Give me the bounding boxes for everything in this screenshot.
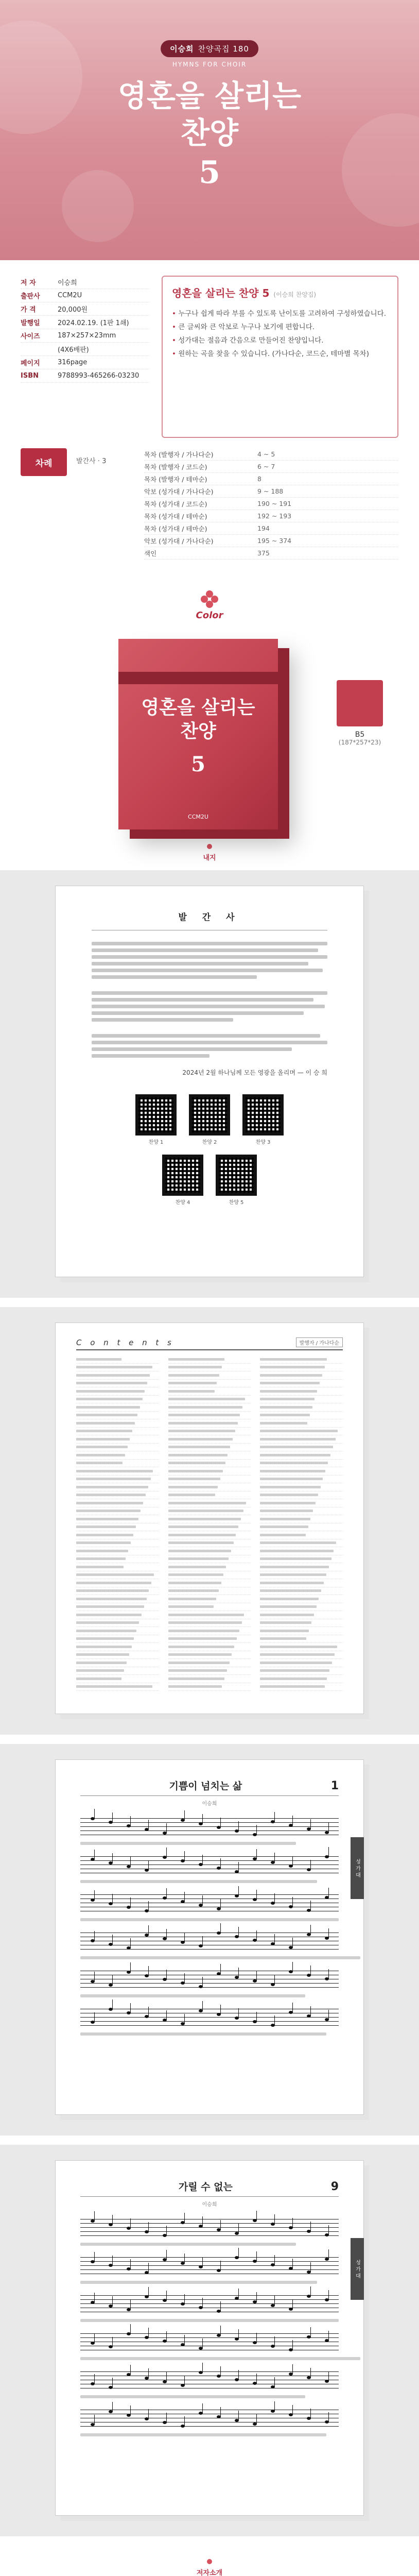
contents-page-entry xyxy=(260,1387,343,1396)
qr-code-row xyxy=(56,1155,363,1206)
contents-page-entry xyxy=(168,1683,251,1691)
contents-page-entry xyxy=(168,1547,251,1555)
lyric-line xyxy=(80,1994,305,1997)
score-number: 9 xyxy=(330,2180,339,2193)
color-section xyxy=(0,577,419,840)
contents-page-entry xyxy=(260,1515,343,1523)
contents-page-entry xyxy=(260,1627,343,1635)
contents-row-name: 목차 (발행자 / 테마순) xyxy=(144,475,207,483)
contents-row xyxy=(144,522,398,535)
contents-page-entry xyxy=(76,1419,159,1428)
contents-row-pages: 194 xyxy=(257,524,270,532)
contents-page-entry xyxy=(168,1403,251,1412)
hero-volume-number: 5 xyxy=(199,155,220,191)
contents-page-entry xyxy=(168,1563,251,1571)
contents-page-entry xyxy=(168,1619,251,1628)
contents-page-column xyxy=(260,1355,343,1691)
contents-page-entry xyxy=(76,1587,159,1596)
author-heading xyxy=(0,2559,419,2576)
music-staff xyxy=(80,2408,339,2430)
qr-code-icon xyxy=(216,1155,257,1196)
contents-page-entry xyxy=(76,1635,159,1643)
contents-page-entry xyxy=(168,1651,251,1659)
contents-page-entry xyxy=(76,1675,159,1683)
qr-code-icon xyxy=(135,1094,177,1136)
contents-page-entry xyxy=(76,1364,159,1372)
contents-row xyxy=(144,498,398,510)
contents-page-entry xyxy=(260,1587,343,1596)
spec-row xyxy=(21,276,149,289)
author-section xyxy=(0,2546,419,2576)
sample-page-wrap xyxy=(0,2145,419,2536)
contents-page-entry xyxy=(76,1619,159,1628)
book-info-subtitle: (이승희 찬양집) xyxy=(273,291,317,298)
score-page-1 xyxy=(55,1759,364,2115)
lyric-line xyxy=(80,2243,296,2246)
spec-value: 187×257×23mm xyxy=(58,332,116,340)
spec-row xyxy=(21,369,149,383)
spec-row xyxy=(21,329,149,343)
contents-page-entry xyxy=(260,1355,343,1364)
spec-section xyxy=(0,260,419,443)
contents-page-entry xyxy=(260,1492,343,1500)
contents-page-entry xyxy=(76,1412,159,1420)
hero-title xyxy=(0,77,419,151)
preface-page xyxy=(55,886,364,1277)
spec-value: 20,000원 xyxy=(58,306,88,314)
spec-value: (4X6배판) xyxy=(58,346,89,354)
contents-page-entry xyxy=(76,1611,159,1619)
contents-page-entry xyxy=(168,1579,251,1587)
contents-page-entry xyxy=(76,1547,159,1555)
spec-key: 저 자 xyxy=(21,279,36,287)
contents-page-entry xyxy=(168,1483,251,1492)
sample-page-wrap xyxy=(0,1744,419,2136)
contents-page-entry xyxy=(260,1396,343,1404)
contents-page-entry xyxy=(260,1667,343,1675)
contents-page-entry xyxy=(76,1667,159,1675)
book-cover-publisher: CCM2U xyxy=(188,814,208,820)
contents-page-entry xyxy=(76,1555,159,1564)
contents-page-entry xyxy=(168,1371,251,1380)
hero-author-badge xyxy=(161,40,258,57)
contents-page-entry xyxy=(168,1476,251,1484)
contents-page-entry xyxy=(260,1603,343,1612)
contents-row-name: 악보 (성가대 / 가나다순) xyxy=(144,537,214,545)
contents-page-entry xyxy=(76,1579,159,1587)
info-item: • 원하는 곡을 찾을 수 있습니다. (가나다순, 코드순, 테마별 목차) xyxy=(172,347,388,361)
contents-page-entry xyxy=(260,1547,343,1555)
spec-row xyxy=(21,316,149,329)
contents-page-entry xyxy=(260,1460,343,1468)
contents-page-column xyxy=(168,1355,251,1691)
contents-page-entry xyxy=(260,1675,343,1683)
contents-page-entry xyxy=(168,1419,251,1428)
contents-page-entry xyxy=(76,1387,159,1396)
info-item: • 성가대는 절음과 간음으로 만들어진 찬양입니다. xyxy=(172,334,388,347)
contents-page-entry xyxy=(76,1451,159,1460)
contents-page-entry xyxy=(76,1492,159,1500)
contents-page-entry xyxy=(168,1460,251,1468)
color-chip xyxy=(331,680,388,746)
contents-page-entry xyxy=(168,1396,251,1404)
contents-row xyxy=(144,448,398,461)
contents-page-entry xyxy=(76,1428,159,1436)
book-info-box xyxy=(162,276,398,438)
spec-row xyxy=(21,289,149,302)
contents-page-entry xyxy=(260,1380,343,1388)
lyric-line xyxy=(80,2032,326,2036)
preface-title: 발 간 사 xyxy=(178,912,241,923)
contents-page-entry xyxy=(76,1643,159,1651)
contents-page-entry xyxy=(168,1444,251,1452)
contents-page-entry xyxy=(76,1435,159,1444)
color-swatch xyxy=(337,680,383,726)
contents-row-pages: 4 ~ 5 xyxy=(257,450,275,458)
contents-page-entry xyxy=(168,1659,251,1667)
contents-page-entry xyxy=(76,1380,159,1388)
contents-page-entry xyxy=(76,1627,159,1635)
contents-page-entry xyxy=(76,1523,159,1532)
book-info-title xyxy=(172,285,388,300)
contents-row-pages: 9 ~ 188 xyxy=(257,487,284,495)
qr-item xyxy=(135,1094,177,1145)
contents-page-entry xyxy=(76,1571,159,1580)
contents-page-entry xyxy=(260,1611,343,1619)
music-staff xyxy=(80,1892,339,1915)
contents-page-entry xyxy=(76,1396,159,1404)
hero-badge-author: 이승희 xyxy=(170,44,194,54)
book-cover-title xyxy=(118,696,278,743)
book-info-title-text: 영혼을 살리는 찬양 5 xyxy=(172,287,270,299)
lyric-line xyxy=(80,1842,296,1845)
spec-key: 가 격 xyxy=(21,306,36,314)
score-staves xyxy=(56,2217,363,2436)
score-title-bar xyxy=(80,1778,339,1796)
hero-badge-series: 찬양곡집 180 xyxy=(198,44,249,54)
spec-value: 9788993-465266-03230 xyxy=(58,372,139,380)
contents-page-entry xyxy=(260,1412,343,1420)
contents-page-entry xyxy=(168,1499,251,1507)
contents-page-entry xyxy=(76,1403,159,1412)
preface-signature: 2024년 2월 하나님께 모든 영광을 올리며 — 이 승 희 xyxy=(182,1069,327,1076)
info-item: • 누구나 쉽게 따라 부를 수 있도록 난이도를 고려하여 구성하였습니다. xyxy=(172,307,388,320)
spec-key: 페이지 xyxy=(21,360,40,367)
preface-text-block xyxy=(92,942,327,1058)
contents-page-columns xyxy=(76,1355,343,1691)
contents-row-pages: 375 xyxy=(257,549,270,557)
qr-item xyxy=(189,1094,230,1145)
contents-page-entry xyxy=(260,1555,343,1564)
book-cover-title-line2: 찬양 xyxy=(180,720,216,742)
lyric-line xyxy=(80,1918,339,1921)
contents-page-entry xyxy=(76,1683,159,1691)
section-side-tab: 성 가 대 xyxy=(351,2238,364,2300)
contents-page-entry xyxy=(260,1467,343,1476)
contents-row-name: 목차 (성가대 / 테마순) xyxy=(144,512,207,520)
contents-page-entry xyxy=(76,1515,159,1523)
contents-page-entry xyxy=(260,1451,343,1460)
color-chip-size: (187*257*23) xyxy=(338,739,381,746)
author-label: 저자소개 xyxy=(196,2569,223,2576)
contents-page-entry xyxy=(76,1483,159,1492)
color-chip-label: B5 xyxy=(355,731,365,739)
contents-page-entry xyxy=(260,1523,343,1532)
score-title: 기쁨이 넘치는 삶 xyxy=(169,1781,242,1792)
contents-page-entry xyxy=(260,1403,343,1412)
contents-page-entry xyxy=(168,1380,251,1388)
music-staff xyxy=(80,2255,339,2278)
spec-key: 출판사 xyxy=(21,293,40,300)
flower-icon xyxy=(207,844,212,849)
flower-icon xyxy=(201,590,218,608)
lyric-line xyxy=(80,2357,360,2360)
music-staff xyxy=(80,2331,339,2354)
book-cover-title-line1: 영혼을 살리는 xyxy=(141,697,255,718)
contents-page-entry xyxy=(168,1603,251,1612)
music-staff xyxy=(80,1816,339,1839)
music-staff xyxy=(80,1930,339,1953)
contents-page-entry xyxy=(168,1523,251,1532)
qr-caption: 찬양 5 xyxy=(229,1200,244,1206)
qr-code-icon xyxy=(242,1094,284,1136)
lyric-line xyxy=(80,1880,317,1883)
qr-caption: 찬양 1 xyxy=(148,1140,164,1145)
contents-page-entry xyxy=(260,1483,343,1492)
music-staff xyxy=(80,1854,339,1877)
contents-page-entry xyxy=(260,1499,343,1507)
contents-page-entry xyxy=(260,1531,343,1539)
contents-row xyxy=(144,510,398,522)
score-title: 가릴 수 없는 xyxy=(178,2181,233,2193)
contents-row xyxy=(144,485,398,498)
contents-page-column xyxy=(76,1355,159,1691)
sample-page-wrap xyxy=(0,1307,419,1735)
contents-row-name: 목차 (발행자 / 코드순) xyxy=(144,463,207,471)
contents-page-entry xyxy=(168,1635,251,1643)
flower-icon xyxy=(207,2559,212,2564)
contents-page-entry xyxy=(260,1595,343,1603)
music-staff xyxy=(80,2007,339,2029)
contents-page-entry xyxy=(168,1428,251,1436)
music-staff xyxy=(80,2293,339,2316)
sample-label: 내지 xyxy=(203,854,216,862)
contents-row-pages: 190 ~ 191 xyxy=(257,500,292,507)
contents-row-name: 색인 xyxy=(144,549,157,557)
contents-page-entry xyxy=(168,1435,251,1444)
contents-page-entry xyxy=(260,1364,343,1372)
contents-page-entry xyxy=(260,1539,343,1548)
contents-page-entry xyxy=(168,1364,251,1372)
info-item: • 큰 글씨와 큰 악보로 누구나 보기에 편합니다. xyxy=(172,320,388,334)
qr-item xyxy=(242,1094,284,1145)
score-title-bar xyxy=(80,2179,339,2197)
contents-page-entry xyxy=(76,1355,159,1364)
contents-page-title: C o n t e n t s xyxy=(76,1337,174,1347)
book-cover-strip xyxy=(118,672,278,684)
music-staff xyxy=(80,2369,339,2392)
contents-preface: 발간사 · 3 xyxy=(76,457,107,465)
contents-page-entry xyxy=(260,1371,343,1380)
hero-subtitle: HYMNS FOR CHOIR xyxy=(172,61,247,68)
contents-label: 차례 xyxy=(21,448,67,476)
contents-page-entry xyxy=(260,1619,343,1628)
contents-page-entry xyxy=(76,1467,159,1476)
contents-page-entry xyxy=(168,1627,251,1635)
contents-page-entry xyxy=(76,1371,159,1380)
lyric-line xyxy=(80,2433,326,2436)
contents-page-entry xyxy=(168,1412,251,1420)
hero-banner xyxy=(0,0,419,260)
contents-page-entry xyxy=(76,1444,159,1452)
book-cover-image xyxy=(118,639,278,829)
sample-heading xyxy=(0,840,419,870)
contents-page-entry xyxy=(168,1467,251,1476)
contents-page-entry xyxy=(260,1683,343,1691)
spec-key: 사이즈 xyxy=(21,333,40,341)
contents-list xyxy=(144,448,398,577)
score-staves xyxy=(56,1816,363,2036)
contents-row xyxy=(144,473,398,485)
spec-row xyxy=(21,343,149,356)
qr-code-icon xyxy=(189,1094,230,1136)
book-cover-number: 5 xyxy=(191,752,205,776)
contents-row xyxy=(144,535,398,547)
spec-value: 이승희 xyxy=(58,279,77,287)
score-page-2 xyxy=(55,2160,364,2516)
lyric-line xyxy=(80,1956,360,1959)
contents-page-entry xyxy=(260,1507,343,1516)
contents-page-entry xyxy=(260,1419,343,1428)
qr-code-icon xyxy=(162,1155,203,1196)
contents-page-header xyxy=(76,1337,343,1350)
contents-section xyxy=(0,443,419,577)
spec-key: 발행일 xyxy=(21,319,40,327)
contents-page-entry xyxy=(260,1428,343,1436)
score-number: 1 xyxy=(330,1780,339,1792)
hero-title-line1: 영혼을 살리는 xyxy=(117,78,302,113)
spec-row xyxy=(21,302,149,316)
lyric-line xyxy=(80,2319,339,2322)
contents-page-entry xyxy=(168,1355,251,1364)
contents-page-entry xyxy=(76,1563,159,1571)
contents-page-entry xyxy=(260,1651,343,1659)
sample-page-wrap xyxy=(0,870,419,1298)
contents-page-entry xyxy=(168,1387,251,1396)
color-title: Color xyxy=(196,610,223,621)
contents-row-name: 목차 (성가대 / 테마순) xyxy=(144,524,207,533)
contents-page-entry xyxy=(76,1499,159,1507)
contents-page-entry xyxy=(168,1531,251,1539)
qr-caption: 찬양 3 xyxy=(255,1140,271,1145)
qr-item xyxy=(162,1155,203,1206)
spec-row xyxy=(21,356,149,369)
contents-page-entry xyxy=(260,1579,343,1587)
contents-page-entry xyxy=(168,1507,251,1516)
contents-page-entry xyxy=(168,1667,251,1675)
contents-row-name: 목차 (성가대 / 코드순) xyxy=(144,500,207,508)
contents-page-entry xyxy=(260,1635,343,1643)
score-credit: 이승희 xyxy=(202,2202,217,2208)
music-staff xyxy=(80,1969,339,1991)
contents-row-pages: 192 ~ 193 xyxy=(257,512,292,520)
contents-row-pages: 6 ~ 7 xyxy=(257,463,275,470)
contents-page-entry xyxy=(76,1460,159,1468)
contents-page-entry xyxy=(168,1571,251,1580)
contents-page-entry xyxy=(260,1643,343,1651)
contents-page-tag: 발행자 / 가나다순 xyxy=(296,1337,343,1347)
contents-page-entry xyxy=(168,1675,251,1683)
contents-page-entry xyxy=(168,1515,251,1523)
contents-page-entry xyxy=(168,1555,251,1564)
contents-page-entry xyxy=(168,1587,251,1596)
contents-page-entry xyxy=(76,1531,159,1539)
contents-page xyxy=(55,1323,364,1714)
section-side-tab: 성 가 대 xyxy=(351,1837,364,1899)
spec-value: CCM2U xyxy=(58,292,82,299)
lyric-line xyxy=(80,2395,305,2398)
contents-page-entry xyxy=(76,1539,159,1548)
contents-page-entry xyxy=(168,1539,251,1548)
contents-page-entry xyxy=(76,1659,159,1667)
contents-page-entry xyxy=(260,1563,343,1571)
contents-page-entry xyxy=(260,1444,343,1452)
contents-row xyxy=(144,461,398,473)
contents-row xyxy=(144,547,398,560)
qr-caption: 찬양 2 xyxy=(202,1140,217,1145)
contents-page-entry xyxy=(260,1435,343,1444)
contents-page-entry xyxy=(168,1451,251,1460)
qr-caption: 찬양 4 xyxy=(175,1200,190,1206)
spec-value: 2024.02.19. (1판 1쇄) xyxy=(58,319,129,327)
spec-value: 316page xyxy=(58,359,88,366)
contents-page-entry xyxy=(76,1476,159,1484)
contents-page-entry xyxy=(168,1595,251,1603)
music-staff xyxy=(80,2217,339,2240)
contents-row-pages: 8 xyxy=(257,475,261,483)
hero-title-line2: 찬양 xyxy=(180,115,239,150)
spec-key: ISBN xyxy=(21,372,39,380)
spec-table xyxy=(21,276,149,438)
lyric-line xyxy=(80,2281,317,2284)
contents-page-entry xyxy=(260,1476,343,1484)
contents-page-entry xyxy=(260,1571,343,1580)
contents-page-entry xyxy=(260,1659,343,1667)
contents-page-entry xyxy=(76,1651,159,1659)
contents-row-name: 목차 (발행자 / 가나다순) xyxy=(144,450,214,459)
color-heading xyxy=(0,577,419,621)
contents-page-entry xyxy=(168,1611,251,1619)
contents-page-entry xyxy=(76,1507,159,1516)
qr-code-row xyxy=(56,1094,363,1145)
contents-page-entry xyxy=(76,1603,159,1612)
qr-item xyxy=(216,1155,257,1206)
contents-row-name: 악보 (성가대 / 가나다순) xyxy=(144,487,214,496)
contents-row-pages: 195 ~ 374 xyxy=(257,537,292,545)
score-credit: 이승희 xyxy=(202,1801,217,1807)
contents-page-entry xyxy=(76,1595,159,1603)
contents-page-entry xyxy=(168,1492,251,1500)
contents-page-entry xyxy=(168,1643,251,1651)
